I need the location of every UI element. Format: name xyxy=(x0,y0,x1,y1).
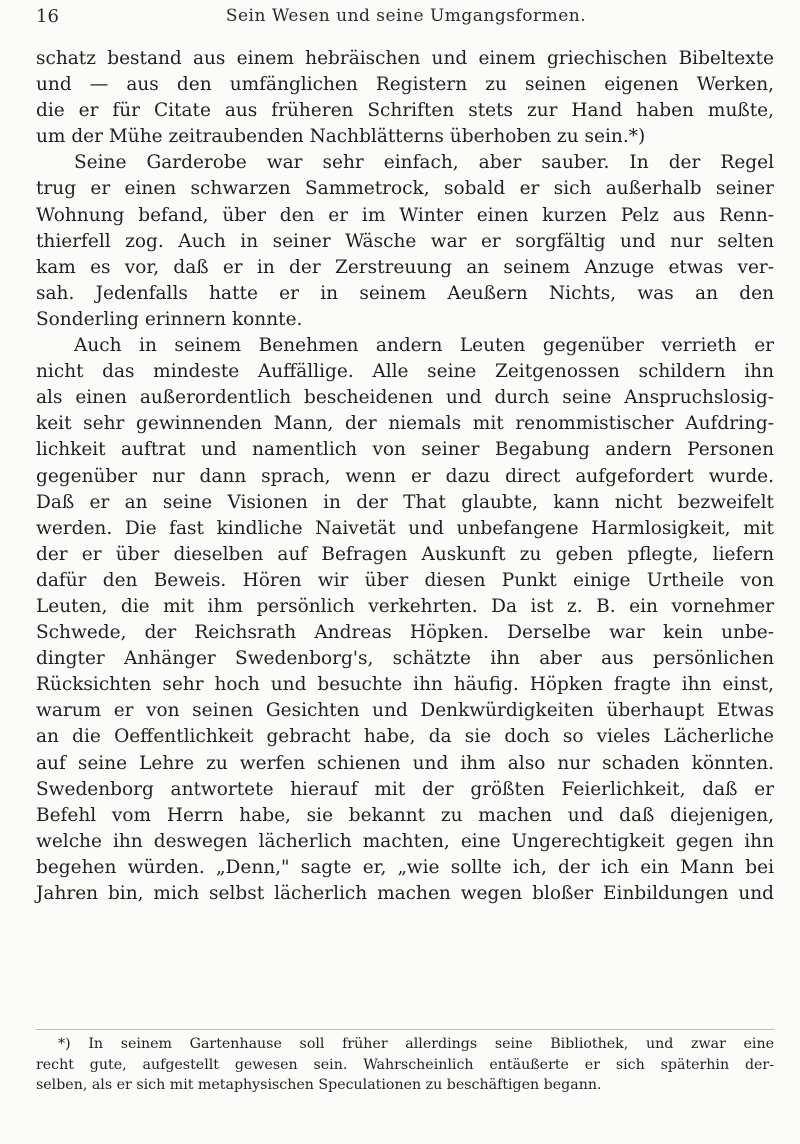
text-line: Befehl vom Herrn habe, sie bekannt zu machen und daß diejenigen, xyxy=(36,804,774,826)
text-line: dingter Anhänger Swedenborg's, schätzte ihn aber aus persönlichen xyxy=(36,648,774,670)
footnote-line: selben, als er sich mit metaphysischen Speculationen zu beschäftigen begann. xyxy=(36,1077,602,1093)
text-line: Rücksichten sehr hoch und besuchte ihn häufig. Höpken fragte ihn einst, xyxy=(36,674,774,696)
running-title: Sein Wesen und seine Umgangsformen. xyxy=(225,6,587,26)
text-line: Swedenborg antwortete hierauf mit der größten Feierlichkeit, daß er xyxy=(36,778,774,800)
text-line: thierfell zog. Auch in seiner Wäsche war er sorgfältig und nur selten xyxy=(36,230,774,252)
text-line: sah. Jedenfalls hatte er in seinem Aeußern Nichts, was an den xyxy=(36,282,774,304)
text-line: an die Oeffentlichkeit gebracht habe, da sie doch so vieles Lächerliche xyxy=(36,726,774,748)
text-line: auf seine Lehre zu werfen schienen und ihm also nur schaden könnten. xyxy=(36,752,774,774)
text-line: welche ihn deswegen lächerlich machten, eine Ungerechtigkeit gegen ihn xyxy=(36,830,774,852)
text-line: als einen außerordentlich bescheidenen und durch seine Anspruchslosig- xyxy=(36,387,774,409)
page-number: 16 xyxy=(36,6,59,27)
page-header xyxy=(36,0,776,40)
footnotes xyxy=(36,1034,774,1096)
text-line: nicht das mindeste Auffällige. Alle seine Zeitgenossen schildern ihn xyxy=(36,361,774,383)
text-line: Daß er an seine Visionen in der That glaubte, kann nicht bezweifelt xyxy=(36,491,774,513)
text-line: werden. Die fast kindliche Naivetät und unbefangene Harmlosigkeit, mit xyxy=(36,517,774,539)
footnote-line: *) In seinem Gartenhause soll früher allerdings seine Bibliothek, und zwar eine xyxy=(58,1036,774,1052)
text-line: keit sehr gewinnenden Mann, der niemals mit renommistischer Aufdring- xyxy=(36,413,774,435)
text-line: Auch in seinem Benehmen andern Leuten gegenüber verrieth er xyxy=(74,335,774,357)
text-line: warum er von seinen Gesichten und Denkwürdigkeiten überhaupt Etwas xyxy=(36,700,774,722)
text-line: die er für Citate aus früheren Schriften stets zur Hand haben mußte, xyxy=(36,100,774,122)
text-line: um der Mühe zeitraubenden Nachblätterns überhoben zu sein.*) xyxy=(36,126,646,148)
text-line: schatz bestand aus einem hebräischen und einem griechischen Bibeltexte xyxy=(36,48,774,69)
text-line: trug er einen schwarzen Sammetrock, sobald er sich außerhalb seiner xyxy=(36,178,774,200)
text-line: dafür den Beweis. Hören wir über diesen Punkt einige Urtheile von xyxy=(36,569,774,591)
text-line: begehen würden. „Denn," sagte er, „wie sollte ich, der ich ein Mann bei xyxy=(36,856,774,878)
text-line: gegenüber nur dann sprach, wenn er dazu direct aufgefordert wurde. xyxy=(36,465,774,487)
text-line: Seine Garderobe war sehr einfach, aber sauber. In der Regel xyxy=(74,152,774,174)
text-line: Schwede, der Reichsrath Andreas Höpken. Derselbe war kein unbe- xyxy=(36,622,774,644)
text-line: und — aus den umfänglichen Registern zu seinen eigenen Werken, xyxy=(36,74,774,96)
footnote-divider xyxy=(36,1029,774,1030)
text-line: Wohnung befand, über den er im Winter einen kurzen Pelz aus Renn- xyxy=(36,204,774,226)
text-line: Sonderling erinnern konnte. xyxy=(36,308,303,330)
text-line: lichkeit auftrat und namentlich von seiner Begabung andern Personen xyxy=(36,439,774,461)
text-line: kam es vor, daß er in der Zerstreuung an seinem Anzuge etwas ver- xyxy=(36,256,774,278)
footnote-line: recht gute, aufgestellt gewesen sein. Wahrscheinlich entäußerte er sich späterhin der- xyxy=(36,1056,774,1073)
text-line: der er über dieselben auf Befragen Auskunft zu geben pflegte, liefern xyxy=(36,543,774,565)
body-text xyxy=(36,46,774,907)
text-line: Leuten, die mit ihm persönlich verkehrten. Da ist z. B. ein vornehmer xyxy=(36,595,774,617)
text-line: Jahren bin, mich selbst lächerlich machen wegen bloßer Einbildungen und xyxy=(36,883,774,904)
